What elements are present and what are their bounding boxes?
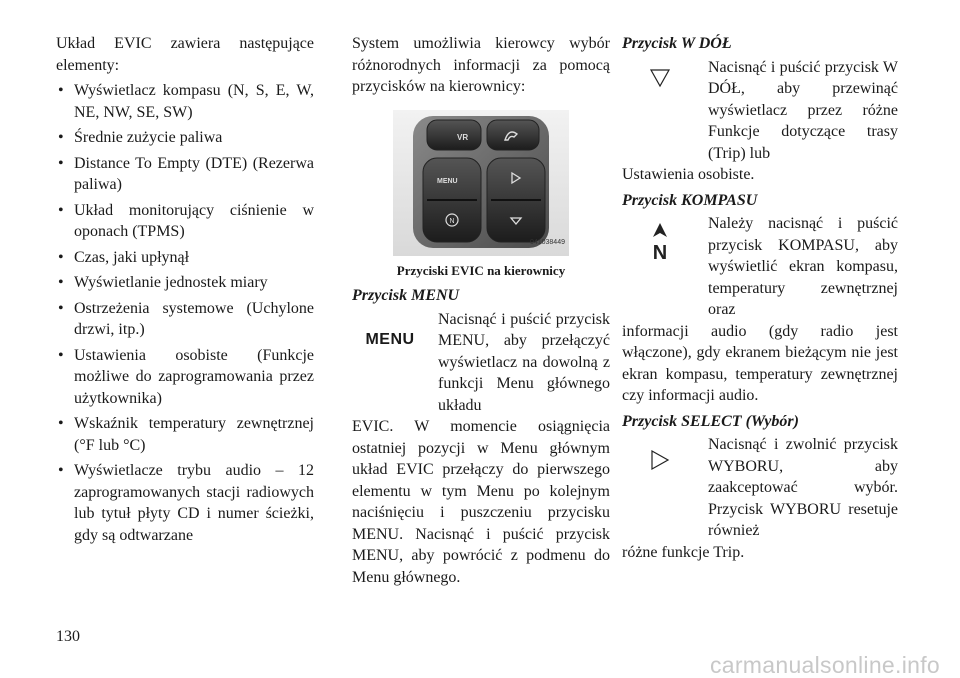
compass-text-continued: informacji audio (gdy radio jest włączone), gdy ekranem bieżącym nie jest ekran kompasu, temperatury zewnętrznej czy informacji audio. [622,322,898,404]
menu-icon-label: MENU [365,330,415,348]
list-item: • Wyświetlanie jednostek miary [56,272,314,294]
list-item: • Wskaźnik temperatury zewnętrznej (°F lub °C) [56,413,314,456]
menu-button-description [352,309,610,417]
menu-text-continued: EVIC. W momencie osiągnięcia ostatniej pozycji w Menu głównym układ EVIC przełączy do pierwszego elementu w tym Menu po kolejnym naciśnięciu i puszczeniu przycisku MENU. Nacisnąć i puścić przycisk MENU, aby powrócić z podmenu do Menu głównego. [352,418,610,586]
svg-text:N: N [449,217,455,225]
select-text-continued: różne funkcje Trip. [622,543,745,561]
compass-icon-letter: N [652,242,668,263]
middle-column [352,33,610,588]
select-button-description [622,434,898,542]
select-arrow-icon [622,448,698,472]
menu-icon [352,329,428,351]
compass-button-description [622,213,898,321]
list-item: • Czas, jaki upłynął [56,247,314,269]
menu-button-heading: Przycisk MENU [352,287,460,304]
list-item: • Układ monitorujący ciśnienie w oponach (TPMS) [56,200,314,243]
steering-wheel-buttons-photo [393,110,569,256]
down-text: Nacisnąć i puścić przycisk W DÓŁ, aby przewinąć wyświetlacz przez różne Funkcje dotyczące trasy (Trip) lub [708,58,898,162]
down-arrow-icon [622,67,698,89]
menu-text: Nacisnąć i puścić przycisk MENU, aby przełączyć wyświetlacz na dowolną z funkcji Menu głównego układu [438,310,610,414]
right-column [622,33,898,563]
list-item: • Ustawienia osobiste (Funkcje możliwe do zaprogramowania przez użytkownika) [56,345,314,410]
figure-id: 041038449 [529,239,565,246]
features-intro: Układ EVIC zawiera następujące elementy: [56,35,314,74]
select-button-heading: Przycisk SELECT (Wybór) [622,412,799,430]
list-item: • Ostrzeżenia systemowe (Uchylone drzwi, itp.) [56,298,314,341]
list-item: • Distance To Empty (DTE) (Rezerwa paliwa) [56,153,314,196]
watermark: carmanualsonline.info [709,651,940,678]
features-list [56,80,314,546]
compass-button-heading: Przycisk KOMPASU [622,191,758,209]
page-number: 130 [56,628,80,645]
list-item: • Wyświetlacz kompasu (N, S, E, W, NE, NW, SE, SW) [56,80,314,123]
buttons-intro: System umożliwia kierowcy wybór różnorodnych informacji za pomocą przycisków na kierownicy: [352,35,610,95]
compass-icon [622,221,698,263]
down-button-heading: Przycisk W DÓŁ [622,35,732,52]
compass-text: Należy nacisnąć i puścić przycisk KOMPASU, aby wyświetlić ekran kompasu, temperatury zewnętrznej oraz [708,215,898,318]
list-item: • Średnie zużycie paliwa [56,127,314,149]
list-item: • Wyświetlacze trybu audio – 12 zaprogramowanych stacji radiowych lub tytuł płyty CD i numer ścieżki, gdy są odtwarzane [56,460,314,546]
select-text: Nacisnąć i zwolnić przycisk WYBORU, aby zaakceptować wybór. Przycisk WYBORU resetuje również [708,436,898,539]
down-button-description [622,57,898,165]
down-text-continued: Ustawienia osobiste. [622,166,755,183]
left-column [56,33,314,546]
menu-key-label: MENU [437,177,458,185]
figure-caption: Przyciski EVIC na kierownicy [396,262,566,278]
vr-label: VR [457,132,469,142]
